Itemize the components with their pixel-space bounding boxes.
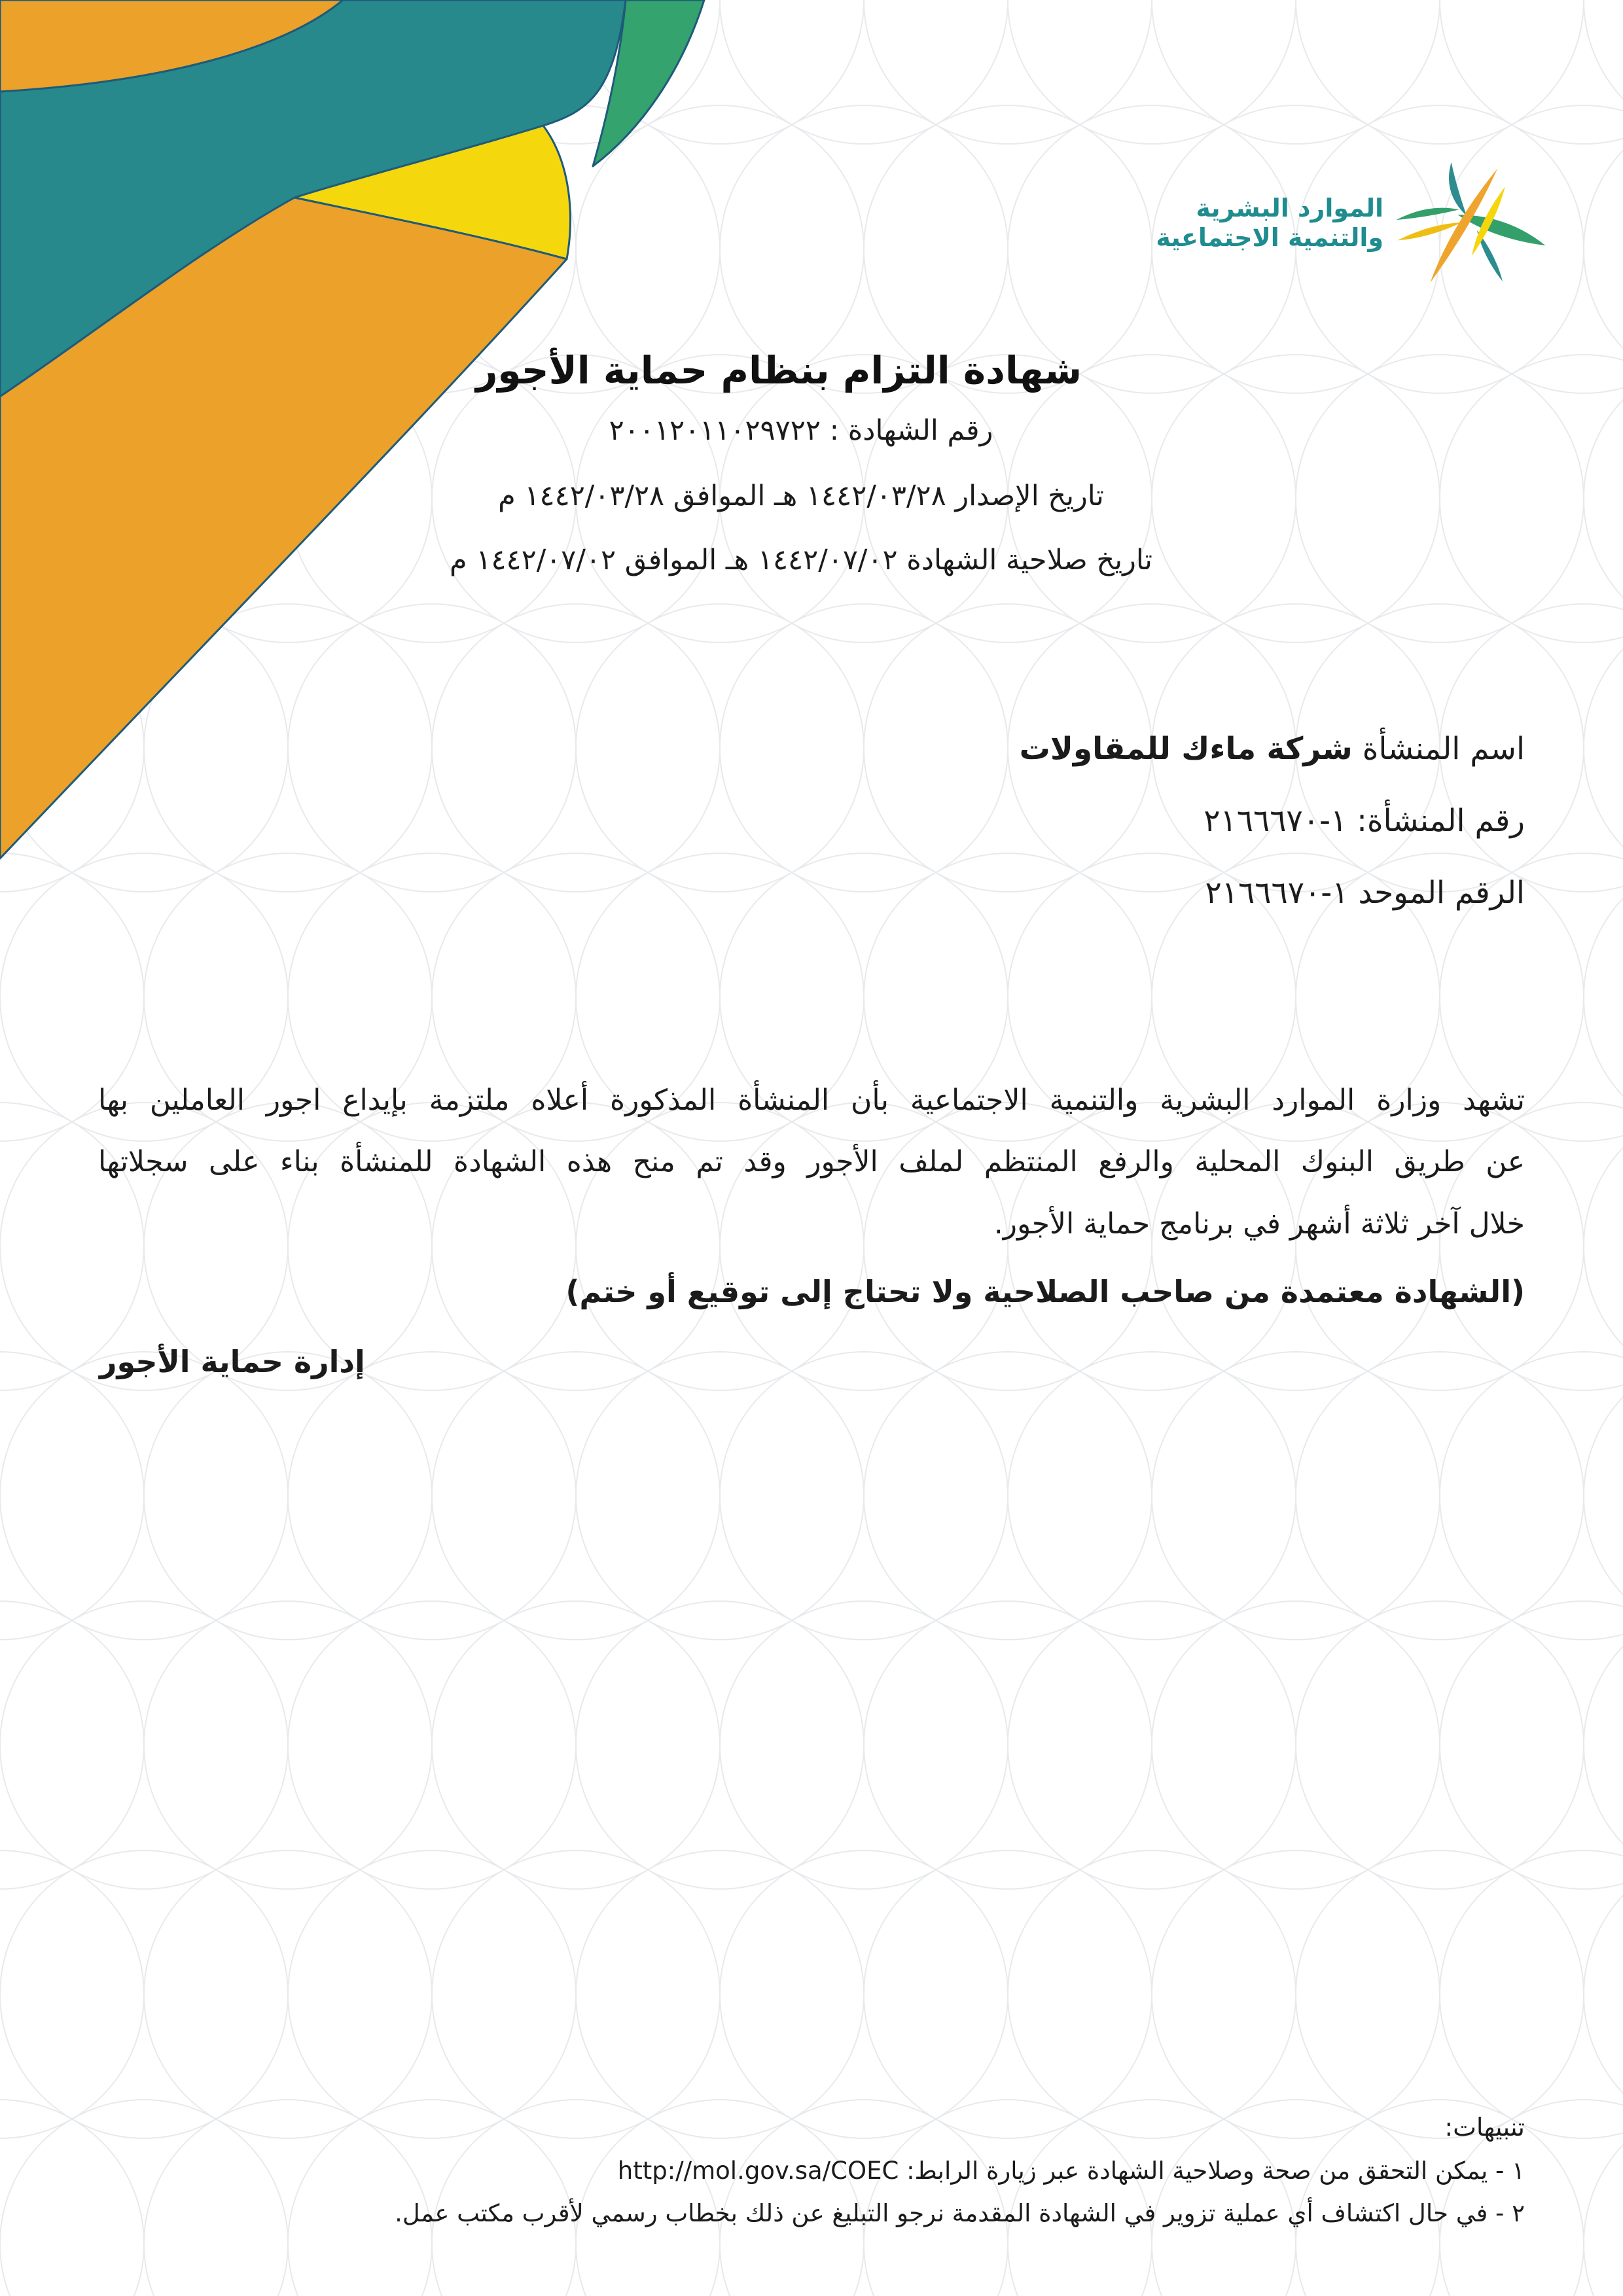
validity-date-line [0, 542, 1613, 578]
validity-date-hijri: ١٤٤٢/٠٧/٠٢ [757, 544, 898, 576]
attestation-line-3: خلال آخر ثلاثة أشهر في برنامج حماية الأجور. [993, 1207, 1525, 1241]
ministry-logo-icon [1394, 161, 1550, 283]
verification-url[interactable]: http://mol.gov.sa/COEC [617, 2157, 899, 2185]
attestation-line-2: عن طريق البنوك المحلية والرفع المنتظم لملف الأجور وقد تم منح هذه الشهادة للمنشأة بناء على سجلاتها [98, 1145, 1525, 1178]
unified-number-label: الرقم الموحد [1358, 875, 1525, 911]
establishment-name-label: اسم المنشأة [1362, 731, 1525, 767]
logo-leaf-teal-top [1449, 162, 1467, 216]
unified-number-value: ١-٢١٦٦٦٧٠ [1205, 875, 1349, 911]
certificate-number-value: ٢٠٠١٢٠١١٠٢٩٧٢٢ [609, 414, 821, 447]
issue-date-line [0, 478, 1613, 514]
ministry-name [1156, 194, 1383, 253]
establishment-number-line [1204, 801, 1525, 841]
establishment-name-line [1020, 729, 1525, 769]
certificate-number-line [0, 412, 1613, 449]
certificate-title: شهادة التزام بنظام حماية الأجور [476, 347, 1082, 393]
hijri-era-mark: هـ [774, 480, 798, 512]
equivalent-word: الموافق [673, 480, 766, 512]
no-stamp-note: (الشهادة معتمدة من صاحب الصلاحية ولا تحتاج إلى توقيع أو ختم) [565, 1274, 1525, 1309]
unified-number-line [1205, 873, 1525, 913]
establishment-number-value: ١-٢١٦٦٦٧٠ [1204, 803, 1347, 839]
issue-date-label: تاريخ الإصدار [955, 480, 1104, 512]
hijri-era-mark: هـ [725, 544, 749, 576]
establishment-number-label: رقم المنشأة: [1357, 803, 1525, 839]
validity-date-label: تاريخ صلاحية الشهادة [906, 544, 1152, 576]
gregorian-era-mark: م [450, 544, 467, 576]
notice-1-text: ١ - يمكن التحقق من صحة وصلاحية الشهادة عبر زيارة الرابط: [906, 2157, 1525, 2185]
issue-date-hijri: ١٤٤٢/٠٣/٢٨ [806, 480, 946, 512]
ministry-name-line2: والتنمية الاجتماعية [1156, 223, 1383, 252]
gregorian-era-mark: م [498, 480, 516, 512]
attestation-line-1: تشهد وزارة الموارد البشرية والتنمية الاجتماعية بأن المنشأة المذكورة أعلاه ملتزمة بإيداع اجور العاملين بها [98, 1084, 1525, 1117]
certificate-number-label: رقم الشهادة : [829, 414, 993, 447]
validity-date-gregorian: ١٤٤٢/٠٧/٠٢ [476, 544, 616, 576]
issue-date-gregorian: ١٤٤٢/٠٣/٢٨ [524, 480, 665, 512]
notice-1 [618, 2155, 1525, 2187]
establishment-name-value: شركة ماءك للمقاولات [1019, 731, 1353, 767]
notices-title: تنبيهات: [1444, 2113, 1525, 2142]
department-signature: إدارة حماية الأجور [99, 1344, 365, 1379]
equivalent-word: الموافق [624, 544, 717, 576]
logo-leaf-green-left [1396, 208, 1459, 220]
ministry-name-line1: الموارد البشرية [1196, 194, 1383, 222]
notice-2: ٢ - في حال اكتشاف أي عملية تزوير في الشهادة المقدمة نرجو التبليغ عن ذلك بخطاب رسمي لأقرب مكتب عمل. [395, 2199, 1525, 2227]
